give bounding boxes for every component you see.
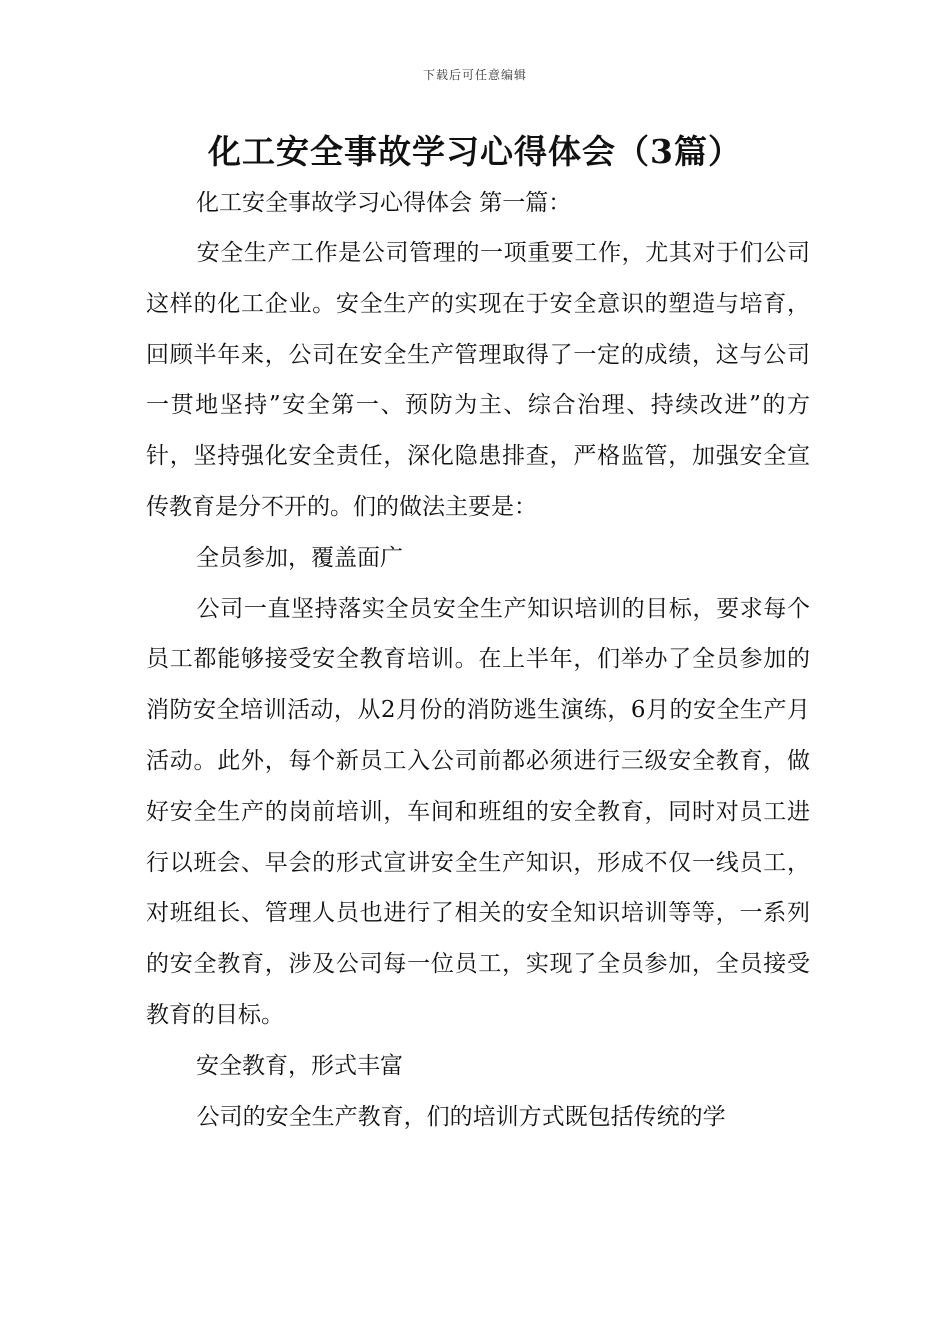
section-heading-education-forms: 安全教育，形式丰富	[196, 1052, 403, 1079]
document-title: 化工安全事故学习心得体会（3篇）	[208, 132, 742, 171]
section-heading-full-participation: 全员参加，覆盖面广	[196, 544, 403, 571]
document-subtitle: 化工安全事故学习心得体会 第一篇：	[196, 190, 572, 216]
document-body	[146, 228, 810, 1142]
paragraph-education-methods: 公司的安全生产教育，们的培训方式既包括传统的学	[196, 1103, 726, 1130]
paragraph-intro: 安全生产工作是公司管理的一项重要工作，尤其对于们公司这样的化工企业。安全生产的实现在于安全意识的塑造与培育，回顾半年来，公司在安全生产管理取得了一定的成绩，这与公司一贯地坚持”安全第一、预防为主、综合治理、持续改进”的方针，坚持强化安全责任，深化隐患排查，严格监管，加强安全宣传教育是分不开的。们的做法主要是：	[146, 240, 810, 520]
paragraph-training: 公司一直坚持落实全员安全生产知识培训的目标，要求每个员工都能够接受安全教育培训。在上半年，们举办了全员参加的消防安全培训活动，从2月份的消防逃生演练，6月的安全生产月活动。此外，每个新员工入公司前都必须进行三级安全教育，做好安全生产的岗前培训，车间和班组的安全教育，同时对员工进行以班会、早会的形式宣讲安全生产知识，形成不仅一线员工，对班组长、管理人员也进行了相关的安全知识培训等等，一系列的安全教育，涉及公司每一位员工，实现了全员参加，全员接受教育的目标。	[146, 595, 810, 1028]
header-note: 下载后可任意编辑	[422, 68, 527, 82]
